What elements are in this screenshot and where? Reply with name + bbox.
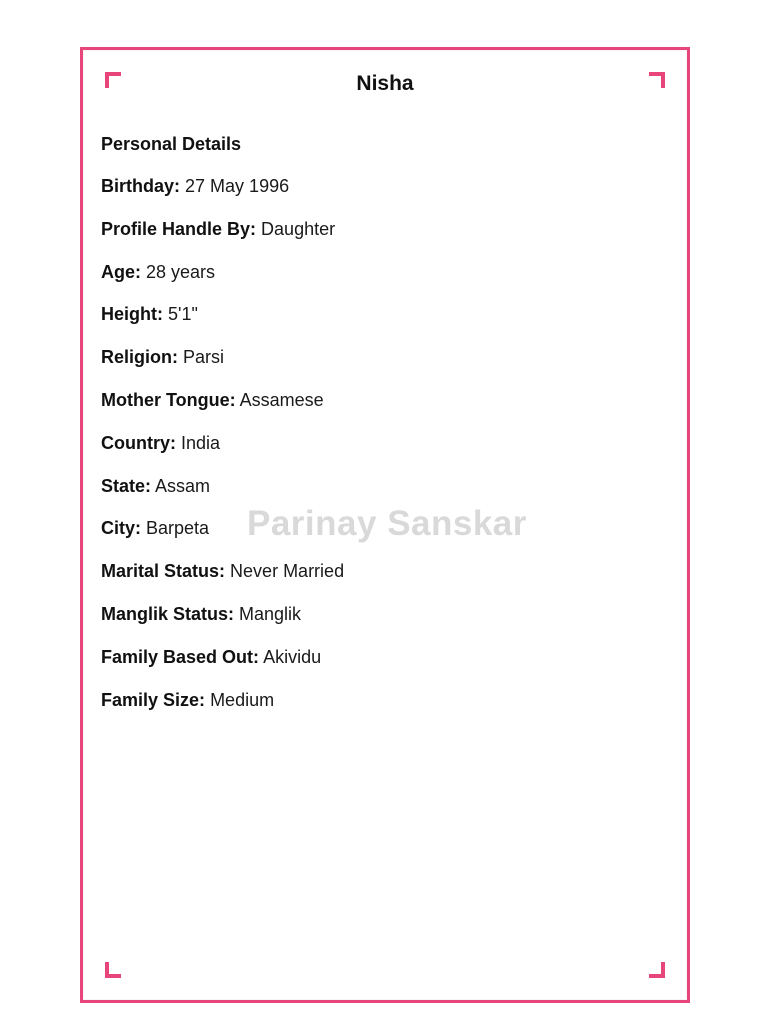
detail-label: Country: [101,432,176,453]
detail-value: India [181,432,221,453]
detail-label: Height: [101,304,163,325]
detail-row-city [101,518,344,561]
detail-label: Age: [101,261,141,282]
detail-label: Marital Status: [101,561,226,582]
detail-value: 28 years [146,261,216,282]
detail-value: Barpeta [146,518,210,539]
profile-card [80,47,690,1003]
detail-label: Profile Handle By: [101,218,257,239]
detail-value: 27 May 1996 [185,176,290,196]
detail-label: Family Size: [101,689,206,710]
detail-value: Never Married [230,561,345,582]
detail-label: Mother Tongue: [101,389,236,410]
detail-row-mother-tongue [101,390,344,433]
corner-ornament-bottom-right [649,962,665,978]
detail-label: Religion: [101,347,178,368]
detail-row-manglik-status [101,604,344,647]
detail-row-family-based-out [101,647,344,690]
detail-value: Manglik [239,603,302,624]
detail-value: Parsi [183,347,225,368]
detail-row-birthday [101,176,344,219]
detail-row-height [101,304,344,347]
profile-name: Nisha [356,72,414,95]
detail-row-marital-status [101,561,344,604]
detail-row-profile-handle-by [101,219,344,262]
corner-ornament-bottom-left [105,962,121,978]
watermark-text: Parinay Sanskar [247,504,527,543]
detail-label: State: [101,475,152,496]
detail-value: Daughter [261,218,336,239]
detail-label: City: [101,518,141,539]
detail-label: Manglik Status: [101,603,235,624]
detail-label: Family Based Out: [101,646,260,667]
detail-value: Medium [210,689,275,710]
detail-value: 5'1" [168,304,198,325]
detail-row-country [101,433,344,476]
detail-row-religion [101,347,344,390]
details-list [101,176,344,732]
detail-row-state [101,476,344,519]
detail-value: Assamese [239,389,324,410]
detail-value: Akividu [263,646,322,667]
section-heading-personal-details: Personal Details [101,134,242,154]
detail-value: Assam [155,475,211,496]
detail-label: Birthday: [101,176,181,196]
detail-row-age [101,262,344,305]
detail-row-family-size [101,690,344,733]
